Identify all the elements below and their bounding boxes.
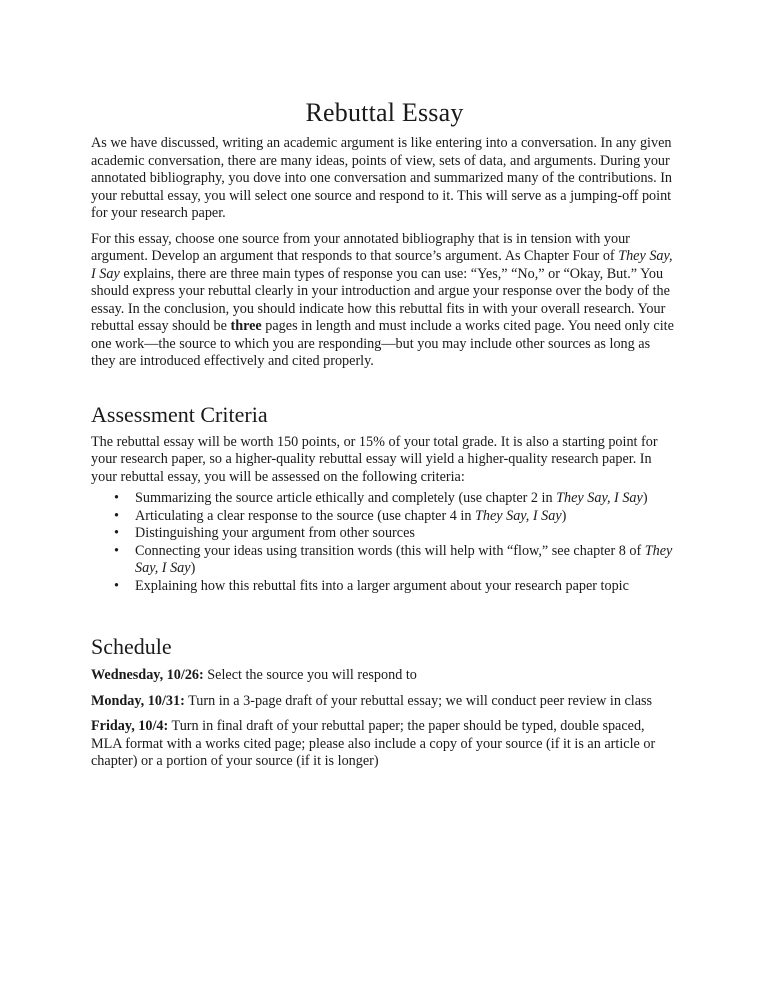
criteria-item — [114, 542, 678, 578]
intro-paragraph-2-part-a: For this essay, choose one source from your annotated bibliography that is in tension with your argument. Develop an argument that responds to that source’s argument. As Chapter Four of — [91, 230, 630, 264]
intro-paragraph-2-part-b: explains, there are three main types of response you can use: “Yes,” “No,” or “Okay, But.” You should express your rebuttal clearly in your introduction and argue your response over the body of the essay. In the conclusion, you should indicate how this rebuttal fits in with your overall research. Your rebuttal essay should be — [91, 265, 670, 334]
schedule-text: Turn in a 3-page draft of your rebuttal essay; we will conduct peer review in class — [184, 692, 653, 709]
bullet-icon: • — [114, 525, 119, 541]
schedule-date: Monday, 10/31: — [91, 692, 185, 709]
bullet-icon: • — [114, 507, 119, 524]
criteria-text-end: ) — [561, 507, 567, 524]
criteria-text-end: ) — [190, 560, 196, 576]
page-title: Rebuttal Essay — [305, 98, 464, 127]
book-title: They Say, I Say — [91, 248, 673, 282]
schedule-item — [91, 667, 678, 685]
bullet-icon: • — [114, 577, 119, 594]
criteria-item — [114, 507, 678, 526]
book-title: They Say, I Say — [135, 542, 673, 576]
schedule-date: Friday, 10/4: — [91, 718, 169, 734]
criteria-item — [114, 525, 678, 543]
criteria-text: Connecting your ideas using transition words (this will help with “flow,” see chapter 8 of — [135, 542, 645, 559]
page-count-emphasis: three — [230, 318, 262, 334]
book-title: They Say, I Say — [556, 490, 643, 506]
criteria-text: Distinguishing your argument from other sources — [135, 525, 415, 541]
criteria-text-end: ) — [642, 490, 648, 506]
bullet-icon: • — [114, 542, 119, 559]
intro-paragraph-1: As we have discussed, writing an academic argument is like entering into a conversation. In any given academic conversation, there are many ideas, points of view, sets of data, and arguments. During your annotated bibliography, you dove into one conversation and summarized many of the contributions. In your rebuttal essay, you will select one source and respond to it. This will serve as a jumping-off point for your research paper. — [91, 135, 673, 221]
bullet-icon: • — [114, 490, 119, 506]
schedule-text: Turn in final draft of your rebuttal paper; the paper should be typed, double spaced, MLA format with a works cited page; please also include a copy of your source (if it is an article or chapter) or a portion of your source (if it is longer) — [91, 718, 656, 769]
intro-paragraph-2 — [91, 231, 678, 371]
schedule-text: Select the source you will respond to — [203, 667, 417, 683]
schedule-date: Wednesday, 10/26: — [91, 667, 204, 683]
schedule-heading: Schedule — [91, 634, 172, 659]
criteria-item — [114, 577, 678, 596]
schedule-item — [91, 718, 678, 771]
criteria-text: Summarizing the source article ethically and completely (use chapter 2 in — [135, 490, 557, 506]
assessment-heading: Assessment Criteria — [91, 401, 268, 427]
criteria-text: Articulating a clear response to the source (use chapter 4 in — [135, 507, 475, 524]
schedule-item — [91, 693, 678, 711]
assessment-intro: The rebuttal essay will be worth 150 points, or 15% of your total grade. It is also a starting point for your research paper, so a higher-quality rebuttal essay will yield a higher-quality research paper. In your rebuttal essay, you will be assessed on the following criteria: — [91, 433, 658, 485]
book-title: They Say, I Say — [474, 507, 562, 524]
criteria-text: Explaining how this rebuttal fits into a larger argument about your research paper topic — [135, 577, 629, 594]
criteria-item — [114, 490, 678, 508]
intro-paragraph-2-part-c: pages in length and must include a works cited page. You need only cite one work—the source to which you are responding—but you may include other sources as long as they are introduced effectively and cited properly. — [91, 318, 674, 369]
criteria-list — [91, 490, 678, 595]
